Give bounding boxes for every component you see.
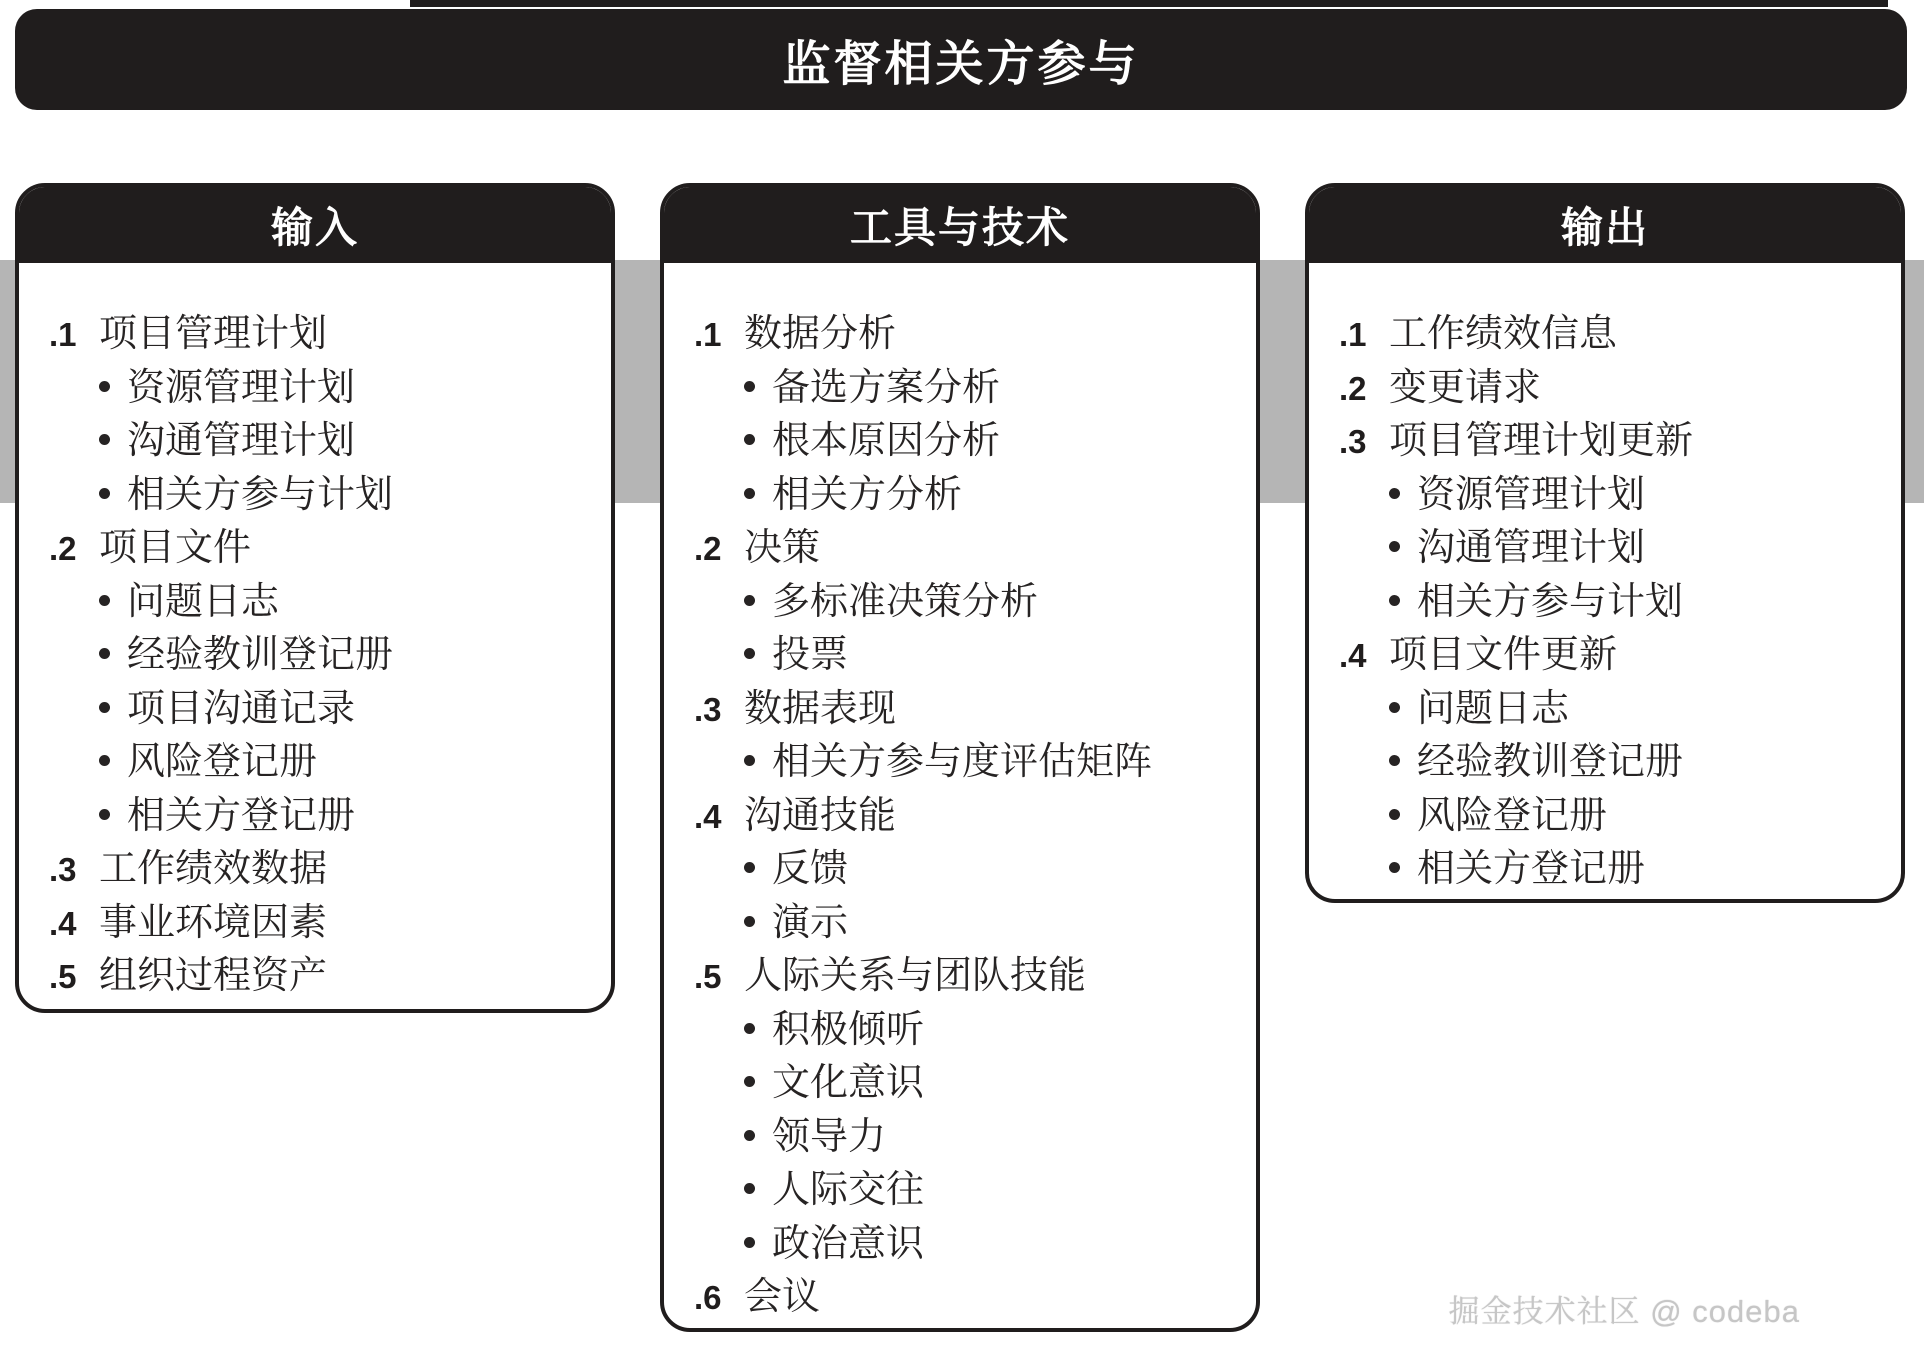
subitem-label: 人际交往 [772,1169,925,1211]
list-subitem [694,1164,1248,1218]
subitem-label: 问题日志 [1417,687,1570,730]
list-subitem [49,362,603,416]
watermark-text: 掘金技术社区 @ codeba [1448,1294,1800,1329]
bullet-icon [1389,595,1400,606]
top-edge-strip [410,0,1888,7]
item-label: 项目管理计划更新 [1389,420,1694,462]
list-item [1339,629,1893,683]
item-label: 组织过程资产 [99,955,328,997]
bullet-icon [744,434,755,445]
item-label: 工作绩效数据 [99,848,328,890]
list-subitem [694,469,1248,523]
list-item [694,790,1248,844]
list-item [49,308,603,362]
list-subitem [49,415,603,469]
list-subitem [1339,683,1893,737]
list-subitem [1339,469,1893,523]
item-label: 沟通技能 [744,794,897,837]
item-number: .3 [694,690,722,728]
bullet-icon [1389,809,1400,820]
item-number: .4 [694,797,722,835]
subitem-label: 项目沟通记录 [127,687,356,730]
bullet-icon [99,755,110,766]
item-label: 数据表现 [744,687,897,730]
bullet-icon [744,595,755,606]
bullet-icon [99,595,110,606]
list-subitem [49,469,603,523]
item-label: 会议 [744,1276,821,1318]
bullet-icon [744,916,755,927]
outputs-header-label: 输出 [1560,203,1649,251]
subitem-label: 资源管理计划 [1417,473,1646,516]
item-label: 工作绩效信息 [1389,313,1618,355]
bullet-icon [744,1183,755,1194]
subitem-label: 经验教训登记册 [127,634,394,676]
tools-techniques-box [660,183,1260,1332]
bullet-icon [744,862,755,873]
list-item [694,950,1248,1004]
subitem-label: 相关方参与计划 [1417,580,1684,623]
list-subitem [694,1111,1248,1165]
bullet-icon [99,702,110,713]
list-subitem [1339,736,1893,790]
list-item [49,843,603,897]
list-subitem [1339,790,1893,844]
subitem-label: 风险登记册 [1417,794,1608,837]
subitem-label: 相关方参与度评估矩阵 [772,741,1153,783]
list-item [49,897,603,951]
subitem-label: 问题日志 [127,580,280,623]
list-subitem [49,683,603,737]
item-label: 项目管理计划 [99,313,328,355]
bullet-icon [99,488,110,499]
item-number: .5 [694,958,722,995]
bullet-icon [1389,702,1400,713]
subitem-label: 相关方登记册 [1417,848,1646,890]
item-number: .1 [49,316,77,353]
bullet-icon [99,381,110,392]
item-label: 决策 [744,527,821,569]
list-subitem [694,629,1248,683]
list-item [49,950,603,1004]
item-number: .1 [1339,316,1367,353]
bullet-icon [1389,755,1400,766]
list-item [694,308,1248,362]
bullet-icon [744,1023,755,1034]
inputs-header-label: 输入 [270,203,359,251]
item-number: .4 [49,904,77,942]
list-subitem [694,1004,1248,1058]
item-label: 数据分析 [744,313,897,355]
bullet-icon [1389,541,1400,552]
list-subitem [49,790,603,844]
list-subitem [49,629,603,683]
list-item [1339,362,1893,416]
subitem-label: 备选方案分析 [772,366,1001,409]
subitem-label: 相关方参与计划 [127,473,394,516]
list-subitem [1339,576,1893,630]
list-subitem [694,362,1248,416]
tools-techniques-header [663,186,1257,263]
item-number: .4 [1339,637,1367,674]
subitem-label: 多标准决策分析 [772,580,1039,623]
bullet-icon [744,755,755,766]
item-number: .5 [49,958,77,995]
bullet-icon [744,1130,755,1141]
list-subitem [49,736,603,790]
process-title-bar [15,9,1907,110]
subitem-label: 反馈 [772,848,849,890]
subitem-label: 沟通管理计划 [1417,527,1646,569]
list-subitem [1339,522,1893,576]
process-title: 监督相关方参与 [782,38,1140,91]
item-number: .3 [1339,423,1367,460]
inputs-header [18,186,612,263]
bullet-icon [1389,488,1400,499]
subitem-label: 经验教训登记册 [1417,741,1684,783]
item-label: 人际关系与团队技能 [744,955,1087,997]
subitem-label: 积极倾听 [772,1008,925,1051]
bullet-icon [744,381,755,392]
item-number: .2 [1339,369,1367,407]
list-subitem [694,1218,1248,1272]
subitem-label: 文化意识 [772,1062,925,1104]
item-label: 项目文件 [99,527,252,569]
subitem-label: 风险登记册 [127,741,318,783]
list-item [1339,415,1893,469]
bullet-icon [744,648,755,659]
subitem-label: 相关方分析 [772,473,963,516]
inputs-box [15,183,615,1013]
bullet-icon [99,809,110,820]
item-label: 变更请求 [1389,366,1542,409]
inputs-list [19,263,611,1004]
tools-techniques-header-label: 工具与技术 [849,203,1070,251]
subitem-label: 政治意识 [772,1222,925,1265]
subitem-label: 投票 [772,634,849,676]
item-label: 事业环境因素 [99,901,328,944]
bullet-icon [1389,862,1400,873]
subitem-label: 相关方登记册 [127,794,356,837]
item-number: .1 [694,316,722,353]
outputs-list [1309,263,1901,897]
subitem-label: 领导力 [772,1115,887,1158]
item-label: 项目文件更新 [1389,634,1618,676]
bullet-icon [744,488,755,499]
list-subitem [694,1057,1248,1111]
list-subitem [694,576,1248,630]
list-item [49,522,603,576]
outputs-header [1308,186,1902,263]
subitem-label: 根本原因分析 [772,420,1001,462]
bullet-icon [744,1237,755,1248]
list-subitem [1339,843,1893,897]
list-item [694,522,1248,576]
tools-techniques-list [664,263,1256,1325]
subitem-label: 资源管理计划 [127,366,356,409]
bullet-icon [99,434,110,445]
bullet-icon [744,1076,755,1087]
list-item [694,683,1248,737]
outputs-box [1305,183,1905,903]
list-subitem [49,576,603,630]
item-number: .2 [49,530,77,567]
subitem-label: 沟通管理计划 [127,420,356,462]
list-item [1339,308,1893,362]
bullet-icon [99,648,110,659]
subitem-label: 演示 [772,901,849,944]
list-subitem [694,843,1248,897]
item-number: .3 [49,851,77,888]
item-number: .2 [694,530,722,567]
list-subitem [694,415,1248,469]
item-number: .6 [694,1279,722,1316]
list-subitem [694,897,1248,951]
list-item [694,1271,1248,1325]
list-subitem [694,736,1248,790]
